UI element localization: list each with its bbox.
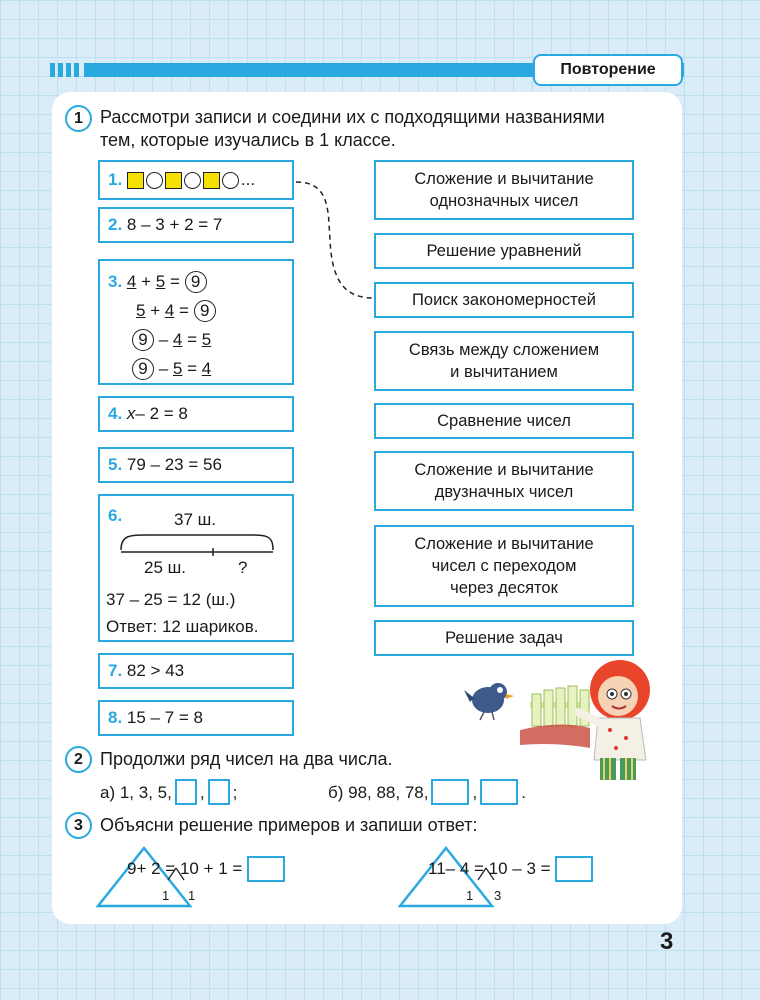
topic-single-digit[interactable]: Сложение и вычитание однозначных чисел: [374, 160, 634, 220]
topic-carry-over[interactable]: Сложение и вычитание чисел с переходом через десяток: [374, 525, 634, 607]
topic-comparison[interactable]: Сравнение чисел: [374, 403, 634, 439]
circle-icon: [184, 172, 201, 189]
item-6-word-problem[interactable]: 6. 37 ш. 25 ш. ? 37 – 25 = 12 (ш.) Ответ: 12 шариков.: [98, 494, 294, 642]
split-digit: 3: [494, 888, 502, 903]
page-number: 3: [660, 928, 674, 955]
topic-two-digit[interactable]: Сложение и вычитание двузначных чисел: [374, 451, 634, 511]
topic-equations[interactable]: Решение уравнений: [374, 233, 634, 269]
topic-add-subtract-relation[interactable]: Связь между сложением и вычитанием: [374, 331, 634, 391]
bird-icon: [464, 683, 514, 720]
task-number-2: 2: [65, 746, 92, 773]
task-number-3: 3: [65, 812, 92, 839]
task2-prompt: Продолжи ряд чисел на два числа.: [100, 749, 393, 769]
example-1: 9 + 2 = 10 + 1 =: [127, 856, 285, 882]
answer-box-ex1[interactable]: [247, 856, 285, 882]
section-title: Повторение: [533, 54, 683, 86]
split-digit: 1: [162, 888, 170, 903]
segment-diagram: [118, 530, 278, 560]
yellow-square-icon: [165, 172, 182, 189]
task2-sequence-a: а) 1, 3, 5, , ;: [100, 779, 237, 805]
item-8-expression[interactable]: 8. 15 – 7 = 8: [98, 700, 294, 736]
task3-prompt: Объясни решение примеров и запиши ответ:: [100, 815, 478, 835]
answer-box-b1[interactable]: [431, 779, 469, 805]
answer-box-a1[interactable]: [175, 779, 197, 805]
answer-box-a2[interactable]: [208, 779, 230, 805]
yellow-square-icon: [203, 172, 220, 189]
task-number-1: 1: [65, 105, 92, 132]
split-digit: 1: [188, 888, 196, 903]
topic-word-problems[interactable]: Решение задач: [374, 620, 634, 656]
item-2-expression[interactable]: 2. 8 – 3 + 2 = 7: [98, 207, 294, 243]
item-4-equation[interactable]: 4. x – 2 = 8: [98, 396, 294, 432]
circle-icon: [222, 172, 239, 189]
split-digit: 1: [466, 888, 474, 903]
task1-prompt: Рассмотри записи и соедини их с подходящими названиями тем, которые изучались в 1 классе.: [100, 107, 605, 150]
task2-sequence-b: б) 98, 88, 78, , .: [328, 779, 526, 805]
item-7-comparison[interactable]: 7. 82 > 43: [98, 653, 294, 689]
header-stripes: [50, 63, 80, 77]
yellow-square-icon: [127, 172, 144, 189]
item-3-expressions[interactable]: 3. 4 + 5 = 9 5 + 4 = 9 9 – 4 = 5 9 – 5 = 4: [98, 259, 294, 385]
item-1-pattern[interactable]: 1. ...: [98, 160, 294, 200]
circle-icon: [146, 172, 163, 189]
example-2: 11 – 4 = 10 – 3 =: [428, 856, 593, 882]
connector-line: [290, 170, 380, 310]
answer-box-ex2[interactable]: [555, 856, 593, 882]
answer-box-b2[interactable]: [480, 779, 518, 805]
boy-icon: [578, 660, 650, 780]
boy-illustration: [460, 650, 660, 785]
topic-patterns[interactable]: Поиск закономерностей: [374, 282, 634, 318]
item-5-expression[interactable]: 5. 79 – 23 = 56: [98, 447, 294, 483]
